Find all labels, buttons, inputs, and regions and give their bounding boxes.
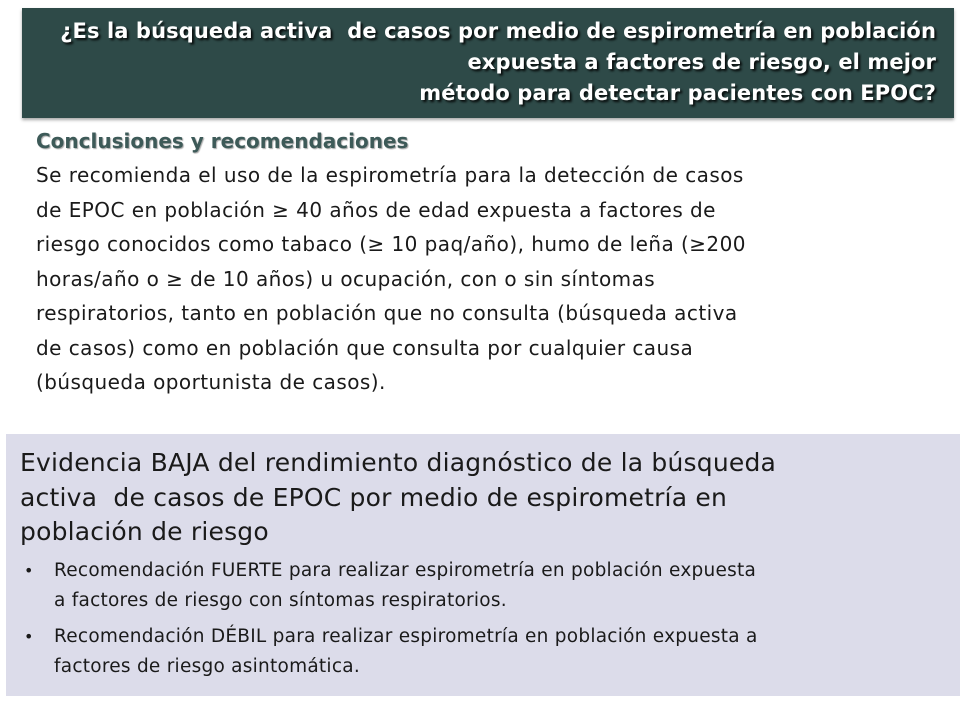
evidence-box [6,434,960,696]
conclusions-paragraph [36,158,916,400]
recommendation-line: factores de riesgo asintomática. [54,655,360,677]
evidence-statement [20,446,946,550]
recommendation-line: Recomendación FUERTE para realizar espirometría en población expuesta [54,559,757,581]
evidence-line: Evidencia BAJA del rendimiento diagnóstico de la búsqueda [20,448,777,477]
slide-title [40,16,936,109]
recommendation-strong [20,556,946,616]
title-banner [22,8,954,118]
bullet-icon: • [24,560,34,580]
recommendations-list [20,556,946,682]
paragraph-line: respiratorios, tanto en población que no consulta (búsqueda activa [36,301,738,325]
conclusions-heading: Conclusiones y recomendaciones [36,129,409,153]
conclusions-section [36,128,916,400]
paragraph-line: de EPOC en población ≥ 40 años de edad expuesta a factores de [36,197,716,222]
paragraph-line: de casos) como en población que consulta por cualquier causa [36,335,694,360]
evidence-line: activa de casos de EPOC por medio de espirometría en [20,482,727,512]
recommendation-line: Recomendación DÉBIL para realizar espirometría en población expuesta a [54,625,758,647]
paragraph-line: horas/año o ≥ de 10 años) u ocupación, con o sin síntomas [36,266,656,291]
slide-title-line: ¿Es la búsqueda activa de casos por medio de espirometría en población [60,19,936,43]
evidence-line: población de riesgo [20,517,269,546]
paragraph-line: riesgo conocidos como tabaco (≥ 10 paq/año), humo de leña (≥200 [36,232,746,256]
slide-title-line: expuesta a factores de riesgo, el mejor [467,50,936,74]
recommendation-weak [20,622,946,682]
paragraph-line: (búsqueda oportunista de casos). [36,370,386,394]
slide-title-line: método para detectar pacientes con EPOC? [419,81,936,105]
recommendation-line: a factores de riesgo con síntomas respiratorios. [54,589,507,611]
paragraph-line: Se recomienda el uso de la espirometría para la detección de casos [36,163,744,187]
bullet-icon: • [24,626,34,646]
